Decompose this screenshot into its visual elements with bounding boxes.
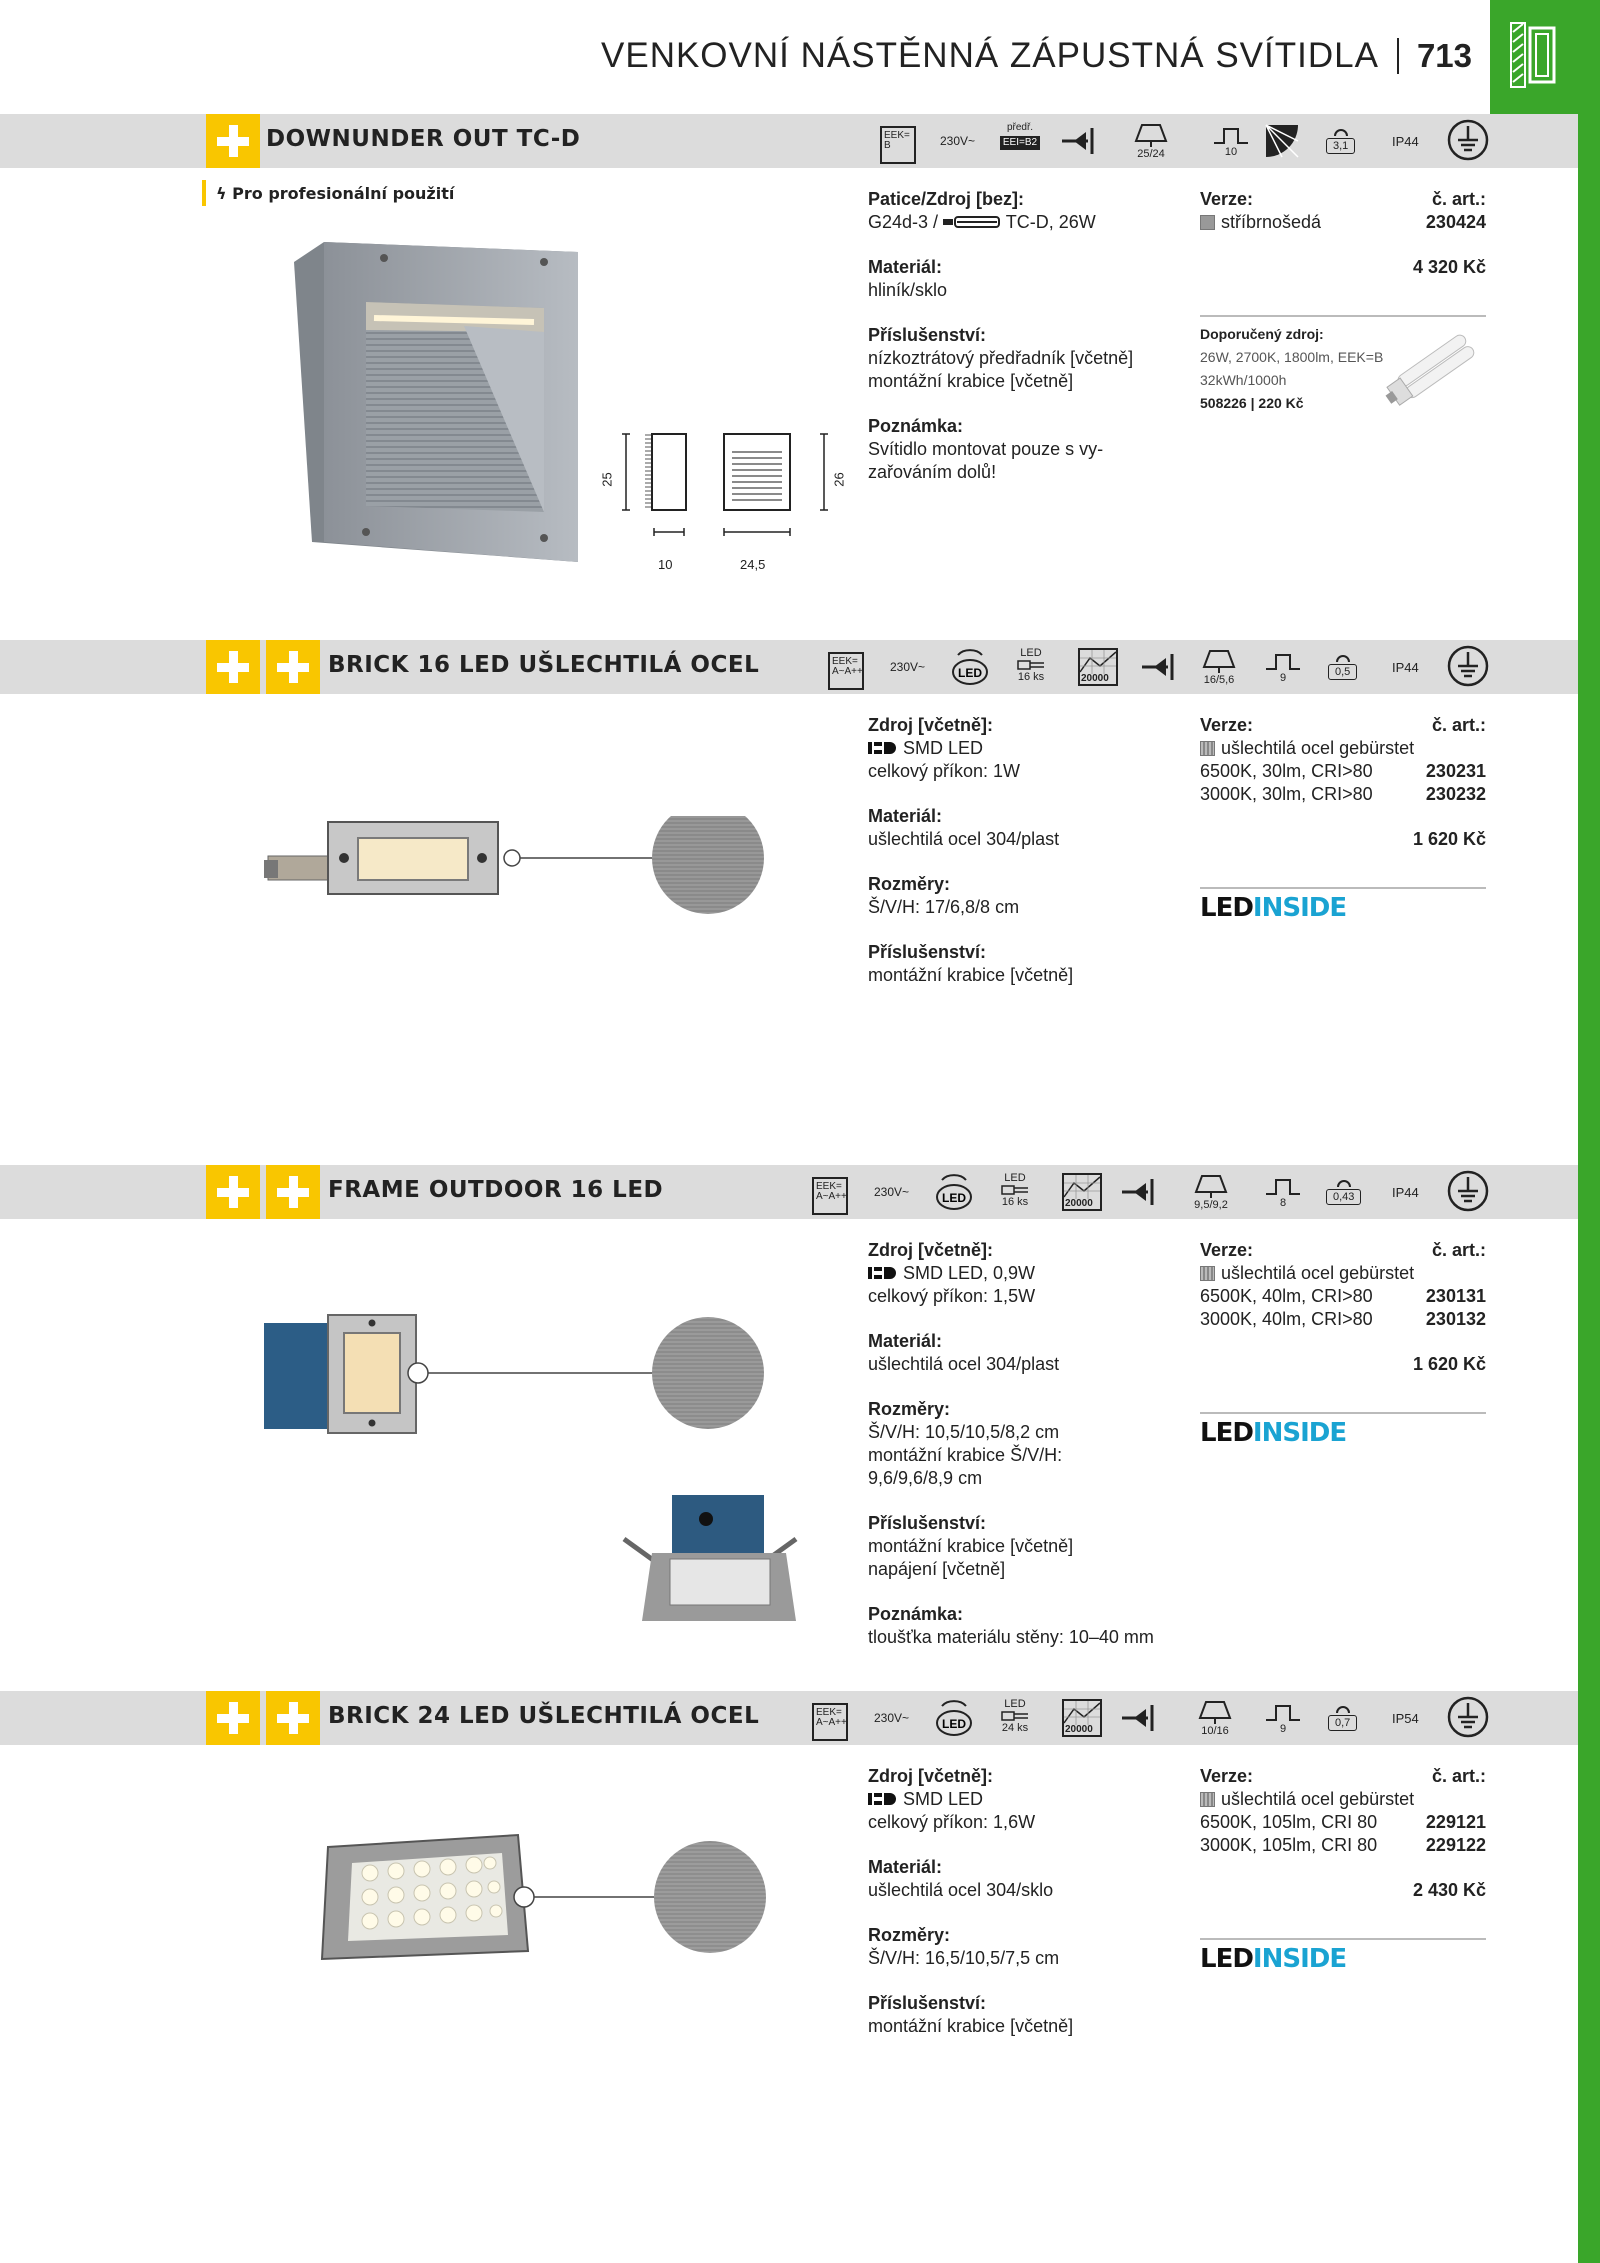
version-finish: ušlechtilá ocel gebürstet [1200, 737, 1486, 760]
beam-angle-icon: 25/24 [1132, 118, 1170, 164]
spec-value: montážní krabice Š/V/H: [868, 1445, 1063, 1465]
weight-icon: 0,5 [1328, 642, 1357, 688]
plus-icon [266, 1691, 320, 1745]
beam-angle-icon: 9,5/9,2 [1192, 1169, 1230, 1215]
dimension-height-a: 25 [599, 472, 615, 487]
spec-list [868, 1239, 1154, 1649]
version-block [1200, 1765, 1486, 1974]
version-header: Verze: č. art.: [1200, 1240, 1486, 1260]
mounting-direction-icon [1120, 1695, 1162, 1741]
compact-lamp-icon [943, 216, 1001, 228]
spec-label: Příslušenství: [868, 942, 987, 962]
ip-rating: IP44 [1392, 659, 1419, 675]
lifetime-icon: 20000 [1078, 644, 1118, 690]
color-swatch [1200, 1266, 1215, 1281]
version-header: Verze: č. art.: [1200, 1766, 1486, 1786]
spec-label: Rozměry: [868, 1925, 951, 1945]
svg-text:LED: LED [942, 1191, 966, 1205]
spec-label: Materiál: [868, 1331, 943, 1351]
version-row: 3000K, 105lm, CRI 80 229122 [1200, 1835, 1486, 1855]
spec-value: SMD LED [868, 737, 1073, 760]
spec-value: montážní krabice [včetně] [868, 2016, 1074, 2036]
version-row: 6500K, 30lm, CRI>80 230231 [1200, 761, 1486, 781]
divider [1200, 1938, 1486, 1940]
spec-list [868, 714, 1073, 987]
spec-value: zařováním dolů! [868, 462, 997, 482]
spec-label: Materiál: [868, 257, 943, 277]
recommended-source: Doporučený zdroj: 26W, 2700K, 1800lm, EEK=B 32kWh/1000h 508226 | 220 Kč [1200, 326, 1384, 411]
led-icon [868, 1792, 898, 1806]
spec-value: hliník/sklo [868, 280, 948, 300]
divider [1200, 887, 1486, 889]
mounting-height-icon: 9 [1264, 644, 1302, 690]
spec-label: Materiál: [868, 1857, 943, 1877]
dimension-depth: 10 [658, 557, 673, 572]
spec-list [868, 188, 1133, 484]
spec-value: montážní krabice [včetně] [868, 1536, 1074, 1556]
chapter-tab [1490, 0, 1600, 114]
ip-rating: IP54 [1392, 1710, 1419, 1726]
voltage-label: 230V~ [890, 660, 926, 674]
spec-value: nízkoztrátový předřadník [včetně] [868, 348, 1134, 368]
spec-label: Zdroj [včetně]: [868, 1766, 994, 1786]
plus-icon [266, 640, 320, 694]
product-title: BRICK 24 LED UŠLECHTILÁ OCEL [328, 1703, 760, 1729]
color-swatch [1200, 1792, 1215, 1807]
spec-value: Š/V/H: 16,5/10,5/7,5 cm [868, 1948, 1060, 1968]
spec-label: Příslušenství: [868, 325, 987, 345]
spec-value: tloušťka materiálu stěny: 10–40 mm [868, 1627, 1154, 1647]
recommended-lamp-image [1384, 324, 1488, 416]
product-frame-outdoor [0, 1165, 1578, 1685]
plus-icon [206, 1691, 260, 1745]
spec-value: montážní krabice [včetně] [868, 965, 1074, 985]
energy-class-icon: EEK= A~A++ [812, 1699, 848, 1745]
led-count-icon: LED 16 ks [1001, 1172, 1029, 1208]
product-brick16 [0, 640, 1578, 1160]
spec-value: 9,6/9,6/8,9 cm [868, 1468, 983, 1488]
mounting-height-icon: 9 [1264, 1695, 1302, 1741]
spec-value: celkový příkon: 1,6W [868, 1812, 1036, 1832]
header-divider [1397, 38, 1399, 74]
dimension-height-b: 26 [831, 472, 847, 487]
weight-icon: 3,1 [1326, 116, 1355, 162]
led-lamp-icon [932, 1169, 976, 1215]
led-icon [868, 1266, 898, 1280]
spec-label: Rozměry: [868, 1399, 951, 1419]
spec-label: Zdroj [včetně]: [868, 715, 994, 735]
spec-label: Příslušenství: [868, 1993, 987, 2013]
spec-value: G24d-3 / TC-D, 26W [868, 212, 1096, 232]
spec-value: Svítidlo montovat pouze s vy- [868, 439, 1104, 459]
ip-rating: IP44 [1392, 1184, 1419, 1200]
light-distribution-icon [1262, 118, 1302, 164]
page-number: 713 [1416, 37, 1472, 74]
spec-label: Patice/Zdroj [bez]: [868, 189, 1025, 209]
voltage-label: 230V~ [874, 1185, 910, 1199]
version-block [1200, 1239, 1486, 1448]
mounting-direction-icon [1120, 1169, 1162, 1215]
product-title: DOWNUNDER OUT TC-D [266, 126, 581, 152]
version-row: 3000K, 30lm, CRI>80 230232 [1200, 784, 1486, 804]
version-header: Verze: č. art.: [1200, 715, 1486, 735]
divider [1200, 1412, 1486, 1414]
price: 1 620 Kč [1412, 1354, 1486, 1374]
price: 2 430 Kč [1412, 1880, 1486, 1900]
spec-value: celkový příkon: 1W [868, 761, 1021, 781]
page-header [601, 34, 1472, 78]
plus-icon [206, 1165, 260, 1219]
mounting-direction-icon [1140, 644, 1182, 690]
dimension-drawing [600, 430, 840, 580]
version-block [1200, 714, 1486, 923]
product-title: FRAME OUTDOOR 16 LED [328, 1177, 664, 1203]
led-count-icon: LED 16 ks [1017, 647, 1045, 683]
protection-class-icon [1446, 643, 1490, 689]
spec-value: SMD LED, 0,9W [868, 1262, 1154, 1285]
price: 4 320 Kč [1412, 257, 1486, 277]
product-image-brick24 [318, 1831, 782, 1971]
product-image-brick16 [262, 816, 782, 926]
svg-text:LED: LED [942, 1717, 966, 1731]
product-downunder [0, 114, 1578, 634]
divider [1200, 315, 1486, 317]
spec-value: Š/V/H: 10,5/10,5/8,2 cm [868, 1422, 1060, 1442]
led-lamp-icon [932, 1695, 976, 1741]
mounting-box-image [620, 1495, 800, 1623]
plus-icon [206, 640, 260, 694]
voltage-label: 230V~ [874, 1711, 910, 1725]
lifetime-icon: 20000 [1062, 1695, 1102, 1741]
energy-class-icon: EEK= B [880, 122, 916, 168]
spec-label: Rozměry: [868, 874, 951, 894]
led-count-icon: LED 24 ks [1001, 1698, 1029, 1734]
ballast-icon: předř. EEI=B2 [1000, 118, 1040, 164]
spec-value: ušlechtilá ocel 304/plast [868, 829, 1060, 849]
spec-value: ušlechtilá ocel 304/sklo [868, 1880, 1054, 1900]
bolt-icon: ϟ [216, 184, 227, 203]
weight-icon: 0,7 [1328, 1693, 1357, 1739]
beam-angle-icon: 16/5,6 [1200, 644, 1238, 690]
spec-value: napájení [včetně] [868, 1559, 1006, 1579]
protection-class-icon [1446, 1694, 1490, 1740]
plus-icon [206, 114, 260, 168]
version-finish: ušlechtilá ocel gebürstet [1200, 1788, 1486, 1811]
voltage-label: 230V~ [940, 134, 976, 148]
mounting-direction-icon [1060, 118, 1102, 164]
led-inside-logo: LEDINSIDE [1200, 1944, 1347, 1974]
spec-value: SMD LED [868, 1788, 1073, 1811]
spec-label: Zdroj [včetně]: [868, 1240, 994, 1260]
led-inside-logo: LEDINSIDE [1200, 1418, 1347, 1448]
led-lamp-icon [948, 644, 992, 690]
plus-icon [266, 1165, 320, 1219]
version-finish: ušlechtilá ocel gebürstet [1200, 1262, 1486, 1285]
version-row: 6500K, 40lm, CRI>80 230131 [1200, 1286, 1486, 1306]
product-image-downunder [294, 242, 578, 562]
page-title: VENKOVNÍ NÁSTĚNNÁ ZÁPUSTNÁ SVÍTIDLA [601, 36, 1379, 75]
energy-class-icon: EEK= A~A++ [812, 1173, 848, 1219]
protection-class-icon [1446, 1168, 1490, 1214]
green-edge-bar [1578, 0, 1600, 2263]
energy-class-icon: EEK= A~A++ [828, 648, 864, 694]
color-swatch [1200, 215, 1215, 230]
wall-recessed-icon [1510, 22, 1560, 88]
color-swatch [1200, 741, 1215, 756]
protection-class-icon [1446, 117, 1490, 163]
svg-text:LED: LED [958, 666, 982, 680]
version-row: stříbrnošedá 230424 [1200, 211, 1486, 234]
led-icon [868, 741, 898, 755]
product-image-frame-outdoor [262, 1293, 782, 1443]
weight-icon: 0,43 [1326, 1167, 1361, 1213]
lifetime-icon: 20000 [1062, 1169, 1102, 1215]
price: 1 620 Kč [1412, 829, 1486, 849]
spec-label: Poznámka: [868, 416, 964, 436]
version-header: Verze: č. art.: [1200, 189, 1486, 209]
pro-use-note: ϟ Pro profesionální použití [216, 184, 455, 203]
version-row: 6500K, 105lm, CRI 80 229121 [1200, 1812, 1486, 1832]
product-title: BRICK 16 LED UŠLECHTILÁ OCEL [328, 652, 760, 678]
spec-value: ušlechtilá ocel 304/plast [868, 1354, 1060, 1374]
spec-label: Materiál: [868, 806, 943, 826]
spec-list [868, 1765, 1073, 2038]
mounting-height-icon: 8 [1264, 1169, 1302, 1215]
spec-value: celkový příkon: 1,5W [868, 1286, 1036, 1306]
spec-value: montážní krabice [včetně] [868, 371, 1074, 391]
version-row: 3000K, 40lm, CRI>80 230132 [1200, 1309, 1486, 1329]
spec-label: Poznámka: [868, 1604, 964, 1624]
beam-angle-icon: 10/16 [1196, 1695, 1234, 1741]
led-inside-logo: LEDINSIDE [1200, 893, 1347, 923]
dimension-width: 24,5 [740, 557, 766, 572]
mounting-height-icon: 10 [1212, 118, 1250, 164]
spec-label: Příslušenství: [868, 1513, 987, 1533]
product-brick24 [0, 1691, 1578, 2211]
ip-rating: IP44 [1392, 133, 1419, 149]
spec-value: Š/V/H: 17/6,8/8 cm [868, 897, 1020, 917]
